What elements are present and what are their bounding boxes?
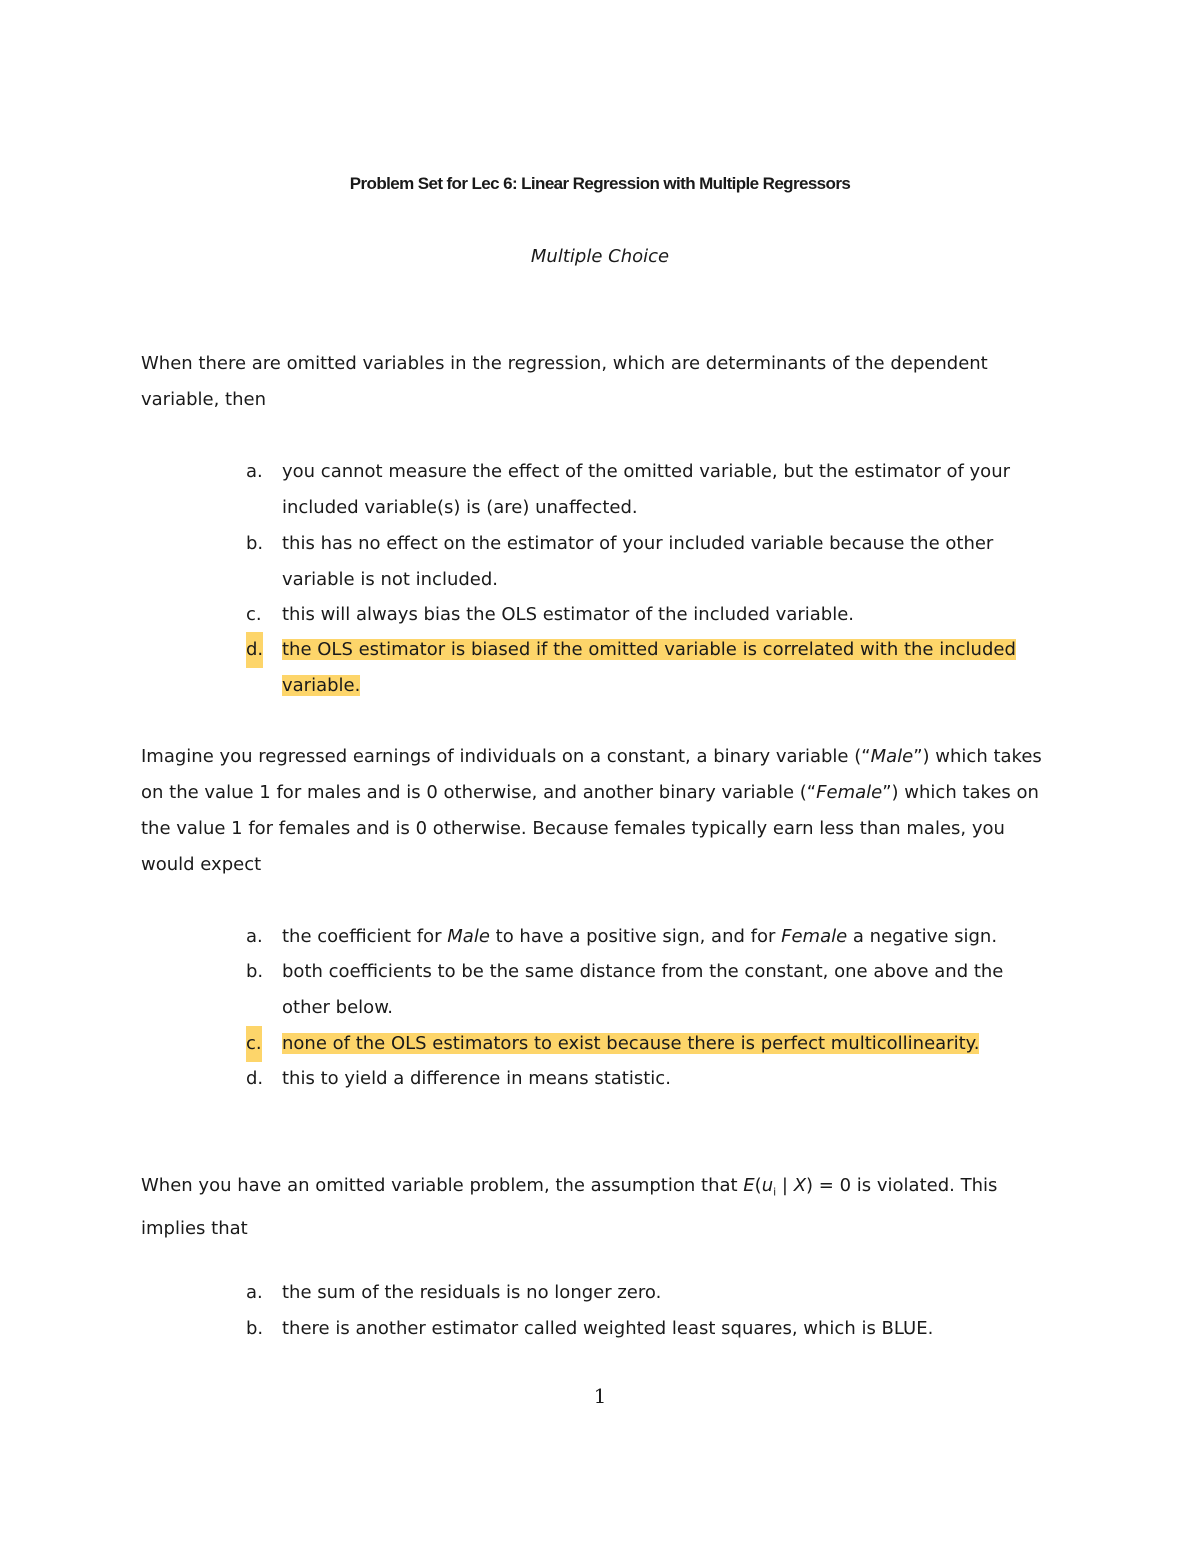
option-text-part: a negative sign. — [847, 926, 998, 947]
option-letter: b. — [246, 533, 264, 554]
stem-text: Imagine you regressed earnings of individuals on a constant, a binary variable (“ — [141, 746, 871, 767]
question-1-option-d-highlighted — [246, 632, 1046, 703]
option-text: this has no effect on the estimator of your included variable because the other variable is not included. — [282, 533, 994, 590]
option-letter: c. — [246, 1026, 262, 1062]
female-variable: Female — [781, 926, 848, 947]
option-letter: a. — [246, 926, 263, 947]
error-term: u — [761, 1175, 774, 1196]
question-2-option-c-highlighted — [246, 1026, 1046, 1062]
stem-text: When you have an omitted variable problem, the assumption that — [141, 1175, 744, 1196]
paren: ( — [754, 1175, 762, 1196]
stem-text: ”) which takes on the value 1 for females and is 0 otherwise. Because females typically earn less than males, you would expect — [141, 782, 1039, 875]
question-2-option-a — [246, 919, 1046, 955]
option-text: this will always bias the OLS estimator of the included variable. — [282, 604, 855, 625]
question-3-option-a — [246, 1275, 1046, 1311]
question-3-option-b — [246, 1311, 1046, 1347]
question-2-option-d — [246, 1061, 1046, 1097]
option-text-part: to have a positive sign, and for — [489, 926, 782, 947]
female-variable: Female — [816, 782, 883, 803]
option-text: there is another estimator called weighted least squares, which is BLUE. — [282, 1318, 934, 1339]
document-title: Problem Set for Lec 6: Linear Regression with Multiple Regressors — [349, 174, 851, 193]
option-letter: d. — [246, 632, 263, 668]
regressor-symbol: X — [793, 1175, 807, 1196]
question-2-stem — [141, 739, 1056, 883]
question-1-option-a — [246, 454, 1046, 525]
question-2-option-b — [246, 954, 1046, 1025]
question-3-stem — [141, 1168, 1011, 1247]
option-letter: b. — [246, 1318, 264, 1339]
subscript-i: i — [773, 1185, 777, 1199]
option-text: none of the OLS estimators to exist because there is perfect multicollinearity. — [282, 1033, 980, 1054]
stem-text: ”) which takes on the value 1 for males and is 0 otherwise, and another binary variable (“ — [141, 746, 1042, 803]
option-text: the sum of the residuals is no longer zero. — [282, 1282, 662, 1303]
male-variable: Male — [447, 926, 490, 947]
question-1-option-c — [246, 597, 1046, 633]
option-letter: d. — [246, 1068, 264, 1089]
stem-text: ) = 0 is violated. This implies that — [141, 1175, 998, 1239]
question-1-stem: When there are omitted variables in the regression, which are determinants of the dependent variable, then — [141, 353, 988, 410]
option-letter: c. — [246, 604, 262, 625]
option-text: you cannot measure the effect of the omitted variable, but the estimator of your included variable(s) is (are) unaffected. — [282, 461, 1011, 518]
conditional-bar: | — [776, 1175, 794, 1196]
document-subtitle: Multiple Choice — [530, 246, 670, 267]
option-text: this to yield a difference in means statistic. — [282, 1068, 671, 1089]
option-text: both coefficients to be the same distance from the constant, one above and the other below. — [282, 961, 1004, 1018]
option-letter: b. — [246, 961, 264, 982]
option-text — [282, 919, 1046, 955]
option-letter: a. — [246, 461, 263, 482]
option-text: the OLS estimator is biased if the omitted variable is correlated with the included variable. — [282, 639, 1016, 696]
male-variable: Male — [870, 746, 914, 767]
option-text-part: the coefficient for — [282, 926, 448, 947]
page-number: 1 — [593, 1384, 607, 1408]
option-letter: a. — [246, 1282, 263, 1303]
question-1-option-b — [246, 526, 1046, 597]
expectation-symbol: E — [743, 1175, 755, 1196]
